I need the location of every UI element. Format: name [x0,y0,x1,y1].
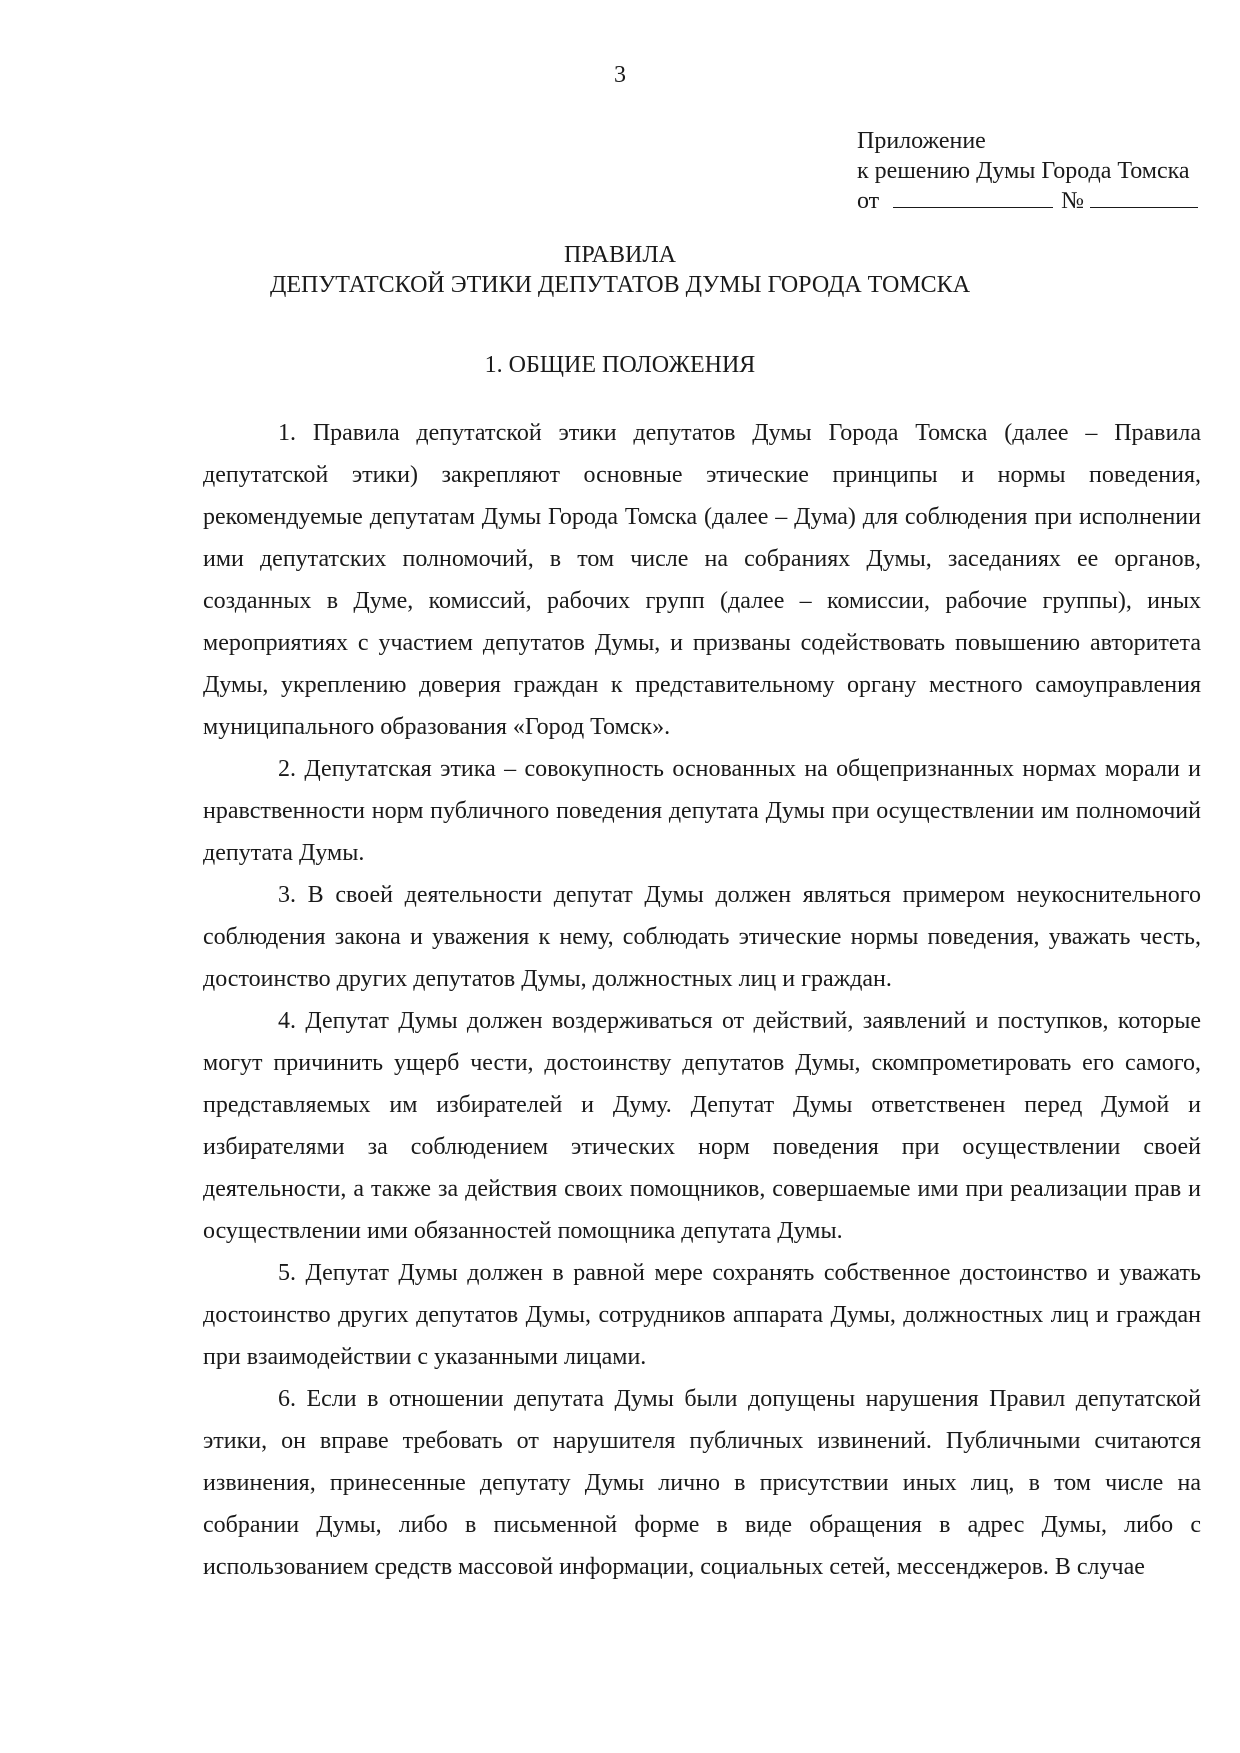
paragraph-2: 2. Депутатская этика – совокупность основанных на общепризнанных нормах морали и нравственности норм публичного поведения депутата Думы при осуществлении им полномочий депутата Думы. [203,756,1201,866]
appendix-number-label: № [1061,188,1085,214]
appendix-block [857,126,1198,216]
paragraph-5: 5. Депутат Думы должен в равной мере сохранять собственное достоинство и уважать достоинство других депутатов Думы, сотрудников аппарата Думы, должностных лиц и граждан при взаимодействии с указанными лицами. [203,1260,1201,1370]
title-line-1: ПРАВИЛА [564,242,676,268]
paragraph-4: 4. Депутат Думы должен воздерживаться от действий, заявлений и поступков, которые могут причинить ущерб чести, достоинству депутатов Думы, скомпрометировать его самого, представляемых им избирателей и Думу. Депутат Думы ответственен перед Думой и избирателями за соблюдением этических норм поведения при осуществлении своей деятельности, а также за действия своих помощников, совершаемые ими при реализации прав и осуществлении ими обязанностей помощника депутата Думы. [203,1008,1201,1244]
number-blank-line [1090,187,1198,208]
title-line-2: ДЕПУТАТСКОЙ ЭТИКИ ДЕПУТАТОВ ДУМЫ ГОРОДА ТОМСКА [269,272,971,298]
paragraph-3: 3. В своей деятельности депутат Думы должен являться примером неукоснительного соблюдения закона и уважения к нему, соблюдать этические нормы поведения, уважать честь, достоинство других депутатов Думы, должностных лиц и граждан. [203,882,1201,992]
appendix-from-label: от [857,188,880,214]
page-number: 3 [614,62,626,88]
paragraph-6: 6. Если в отношении депутата Думы были допущены нарушения Правил депутатской этики, он вправе требовать от нарушителя публичных извинений. Публичными считаются извинения, принесенные депутату Думы лично в присутствии иных лиц, в том числе на собрании Думы, либо в письменной форме в виде обращения в адрес Думы, либо с использованием средств массовой информации, социальных сетей, мессенджеров. В случае [203,1386,1201,1580]
document-title [0,240,1240,300]
document-body [203,412,1201,1588]
appendix-decision: к решению Думы Города Томска [857,158,1190,184]
paragraph-1: 1. Правила депутатской этики депутатов Думы Города Томска (далее – Правила депутатской этики) закрепляют основные этические принципы и нормы поведения, рекомендуемые депутатам Думы Города Томска (далее – Дума) для соблюдения при исполнении ими депутатских полномочий, в том числе на собраниях Думы, заседаниях ее органов, созданных в Думе, комиссий, рабочих групп (далее – комиссии, рабочие группы), иных мероприятиях с участием депутатов Думы, и призваны содействовать повышению авторитета Думы, укреплению доверия граждан к представительному органу местного самоуправления муниципального образования «Город Томск». [203,420,1201,740]
appendix-title: Приложение [857,128,986,154]
appendix-date-number-line [857,186,1198,216]
date-blank-line [893,187,1053,208]
section-heading: 1. ОБЩИЕ ПОЛОЖЕНИЯ [484,352,756,378]
